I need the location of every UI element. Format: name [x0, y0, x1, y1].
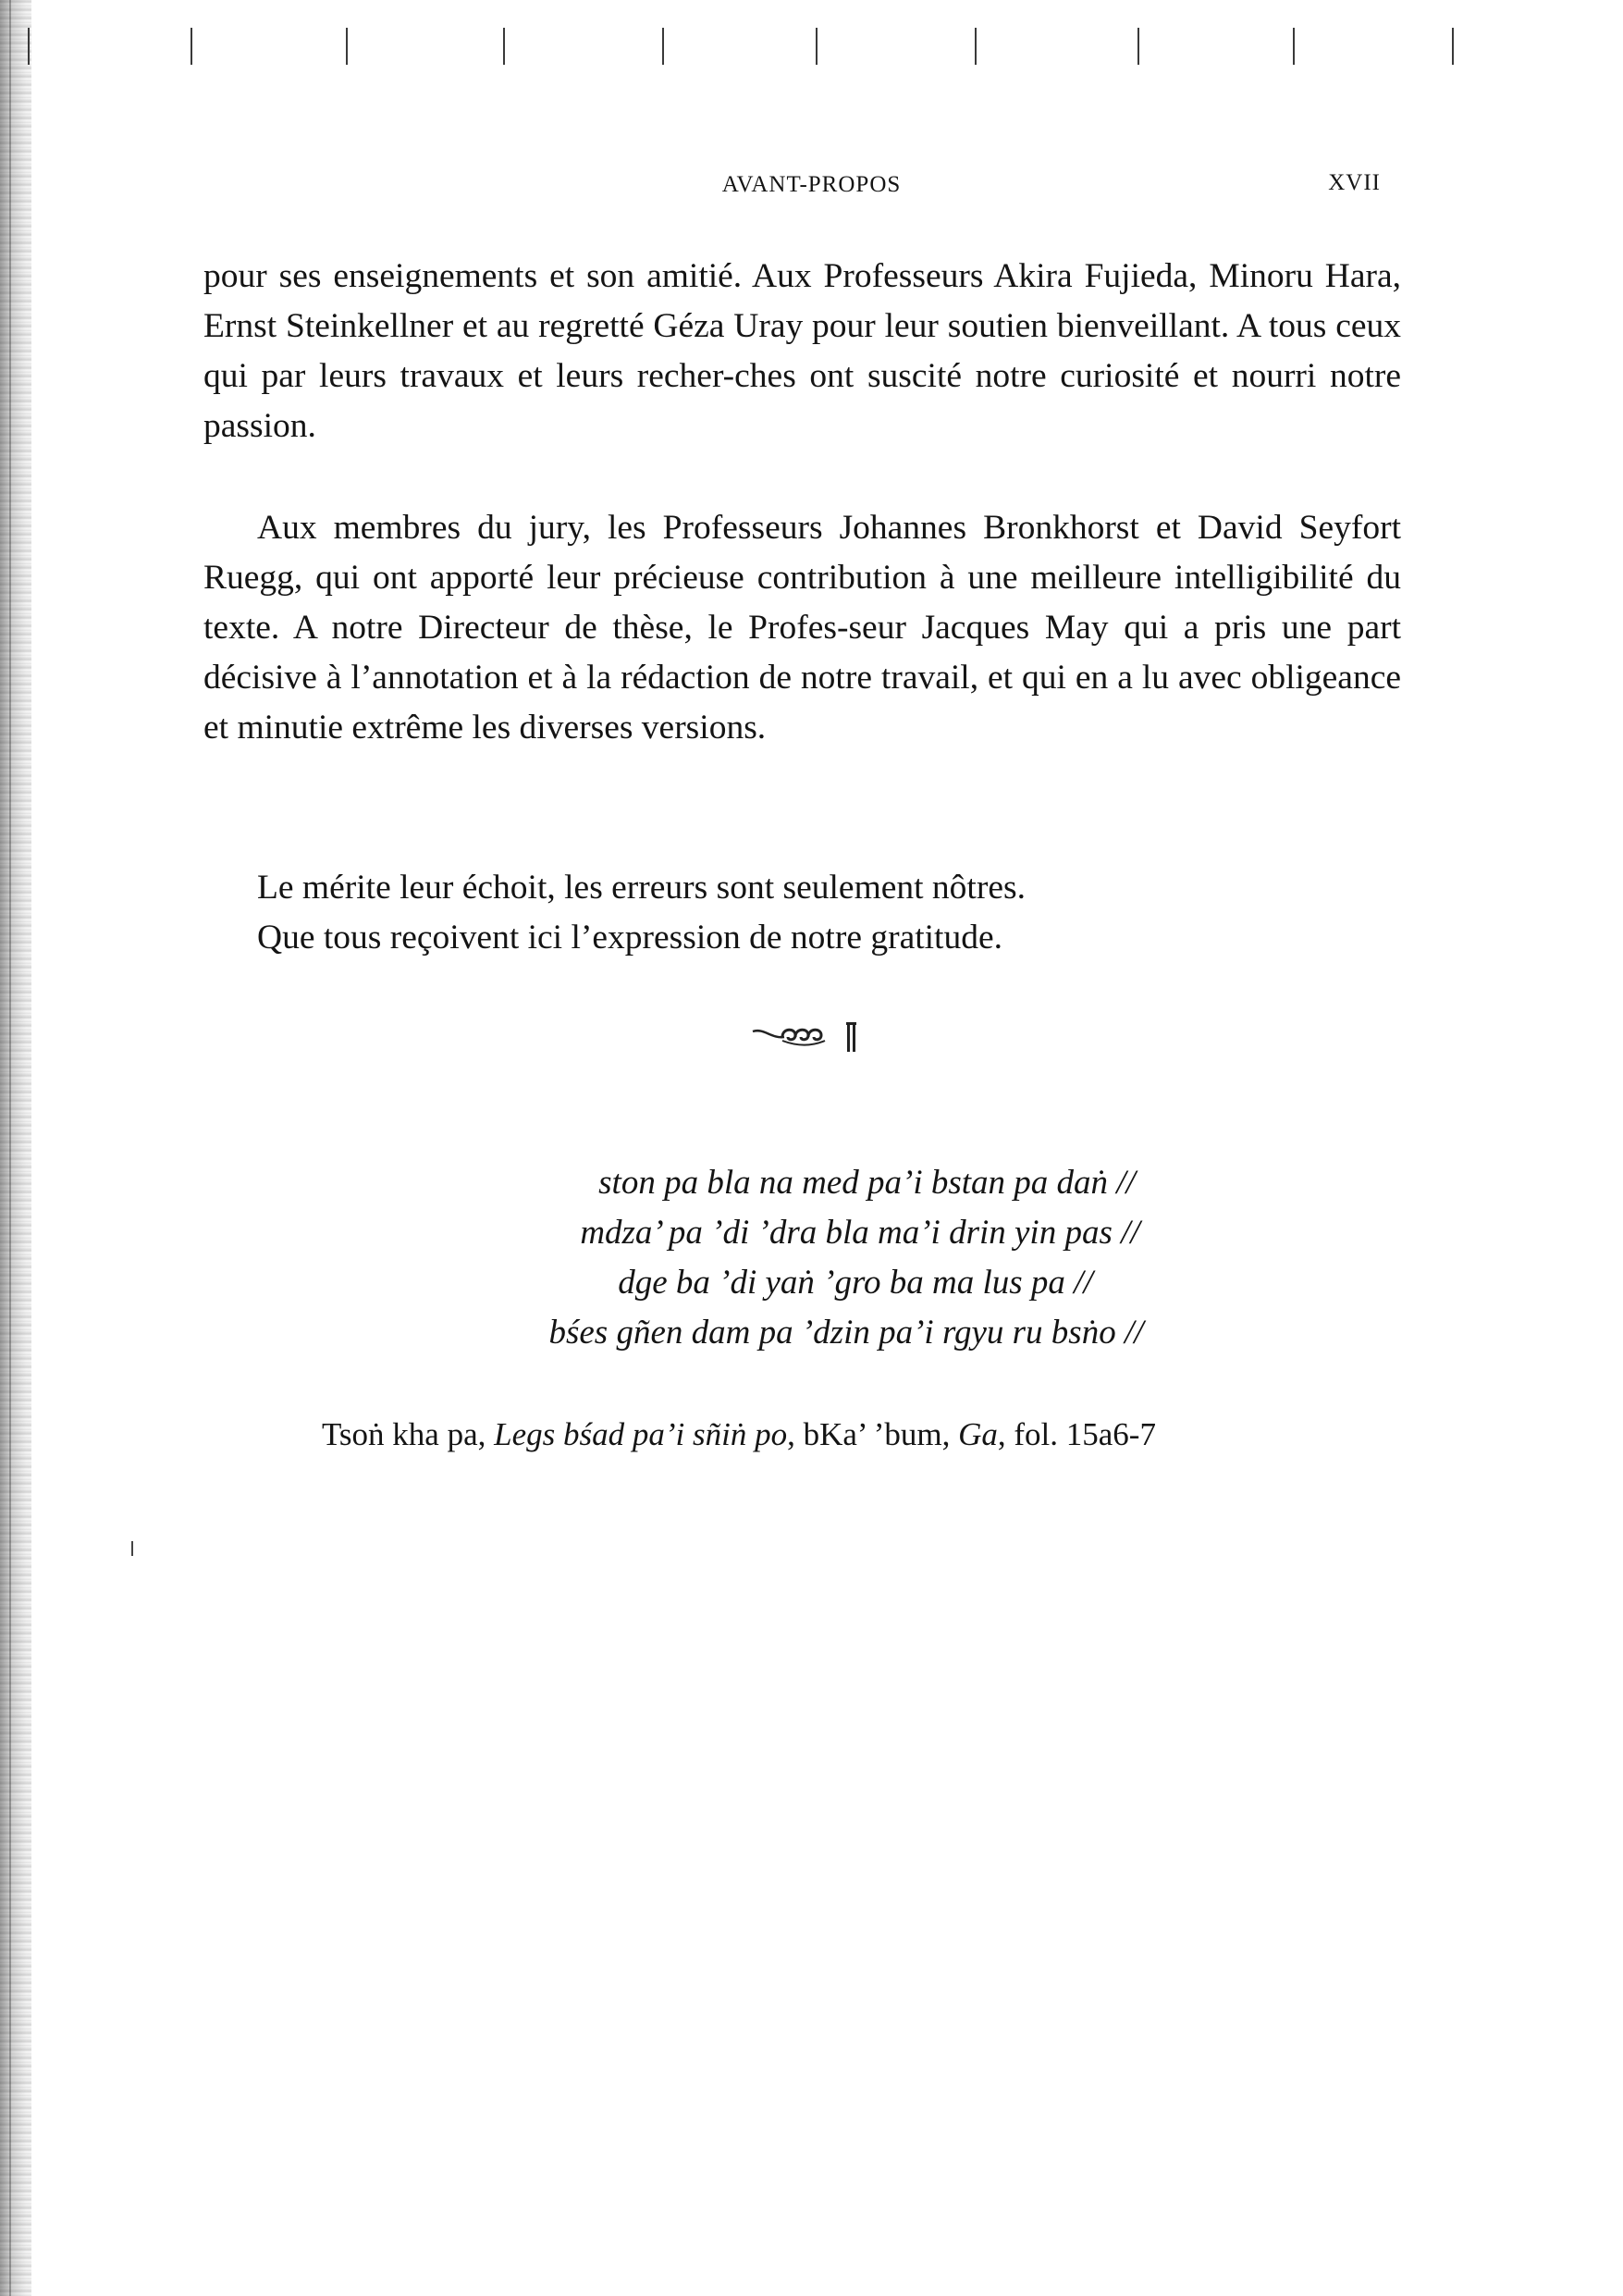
ornament-flourish-icon — [751, 1011, 871, 1057]
closing-lines — [257, 863, 1026, 963]
citation-volume: Ga — [958, 1416, 998, 1452]
verse-line: ston pa bla na med pa’i bstan pa daṅ // — [598, 1164, 1136, 1202]
running-header — [0, 172, 1623, 209]
citation-work: Legs bśad pa’i sñiṅ po — [494, 1416, 788, 1452]
citation-folio: , fol. 15a6-7 — [997, 1416, 1156, 1452]
scan-edge-line — [9, 0, 11, 2296]
paragraph-acknowledgements-1: pour ses enseignements et son amitié. Aux Professeurs Akira Fujieda, Minoru Hara, Ernst Steinkellner et au regretté Géza Uray pour leur soutien bienveillant. A tous ceux qui par leurs travaux et leurs recher-ches ont suscité notre curiosité et nourri notre passion. — [203, 257, 1401, 445]
closing-line: Que tous reçoivent ici l’expression de notre gratitude. — [257, 919, 1002, 957]
citation-author: Tsoṅ kha pa, — [322, 1416, 486, 1452]
closing-line: Le mérite leur échoit, les erreurs sont seulement nôtres. — [257, 869, 1026, 907]
paragraph-acknowledgements-2: Aux membres du jury, les Professeurs Johannes Bronkhorst et David Seyfort Ruegg, qui ont apporté leur précieuse contribution à une meilleure intelligibilité du texte. A notre Directeur de thèse, le Profes-seur Jacques May qui a pris une part décisive à l’annotation et à la rédaction de notre travail, et qui en a lu avec obligeance et minutie extrême les diverses versions. — [203, 509, 1401, 747]
stray-mark — [131, 1541, 133, 1556]
verse-line: dge ba ’di yaṅ ’gro ba ma lus pa // — [618, 1264, 1093, 1302]
citation-collection: , bKa’ ’bum, — [787, 1416, 959, 1452]
page-number: XVII — [1328, 170, 1381, 195]
running-title: AVANT-PROPOS — [721, 172, 902, 197]
tibetan-verse — [0, 1158, 1623, 1358]
top-scan-ticks — [0, 28, 1623, 69]
scan-edge-artifact — [0, 0, 31, 2296]
verse-line: mdza’ pa ’di ’dra bla ma’i drin yin pas // — [580, 1214, 1140, 1252]
verse-citation — [322, 1412, 1156, 1458]
verse-line: bśes gñen dam pa ’dzin pa’i rgyu ru bsṅo // — [548, 1314, 1144, 1352]
